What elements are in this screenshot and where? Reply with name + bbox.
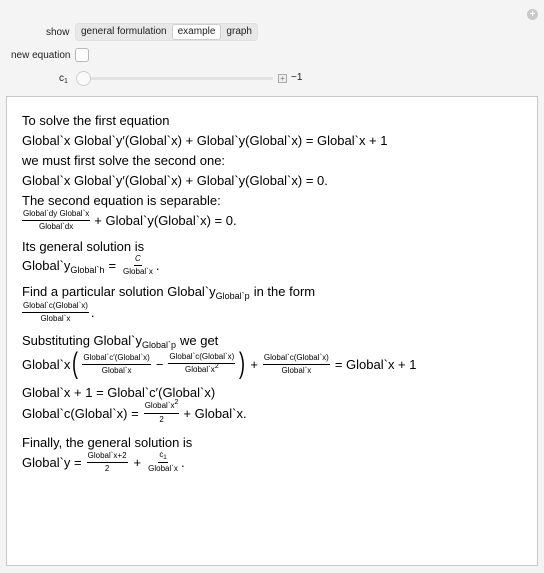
c1-slider-thumb[interactable] [76,71,91,86]
show-label: show [46,27,70,38]
derivative-equation: Global`x + 1 = Global`c′(Global`x) [22,385,216,400]
text-line-11: Substituting Global`y Global`p we get [22,333,219,350]
new-equation-label: new equation [11,50,71,61]
substitution-equation: Global`x ( $\frac{\text{Global`c′(Global`x)}}{\text{Global`x}}$ − $\frac{\text{Global`c(Global`x)}}{\text{Global`x2}}$ ) + $\frac{\text{Global`c(Global`x)}}{\text{Global`x}}$ = Global`x + 1 [22,347,417,380]
expand-options-icon[interactable]: + [527,9,538,20]
tab-graph[interactable]: graph [226,26,252,37]
text-line-15: Finally, the general solution is [22,435,193,450]
final-general-solution: Global`y = $\frac{\text{Global`x+2}}{2}$ + $\frac{c_1}{\text{Global`x}}$ . [22,450,185,473]
text-line-7: Its general solution is [22,239,145,254]
text-line-9: Find a particular solution Global`y Global`p in the form [22,284,316,301]
slider-expand-icon[interactable]: + [278,74,287,83]
text-line-5: The second equation is separable: [22,193,221,208]
c1-slider-track[interactable] [80,77,273,80]
show-tab-group [75,23,258,41]
general-solution-homogeneous: Global`y Global`h = $\frac{C}{\text{Global`x}}$ . [22,254,160,276]
output-panel [6,96,538,566]
c-of-x-equation: Global`c(Global`x) = $\frac{\text{Global`x2}}{2}$ + Global`x. [22,399,247,424]
new-equation-checkbox[interactable] [75,48,89,62]
first-equation: Global`x Global`y′(Global`x) + Global`y(Global`x) = Global`x + 1 [22,133,388,148]
slider-value: −1 [291,72,303,83]
text-line-3: we must first solve the second one: [22,153,226,168]
slider-label: $c_1$ [59,73,68,85]
separable-equation: $\frac{\text{Global`dy Global`x}}{\text{Global`dx}}$ + Global`y(Global`x) = 0. [23,209,237,231]
particular-form: $\frac{\text{Global`c(Global`x)}}{\text{Global`x}}$ . [23,301,95,323]
text-line-1: To solve the first equation [22,113,170,128]
tab-example[interactable]: example [172,24,222,40]
tab-general-formulation[interactable]: general formulation [81,26,167,37]
second-equation: Global`x Global`y′(Global`x) + Global`y(Global`x) = 0. [22,173,328,188]
